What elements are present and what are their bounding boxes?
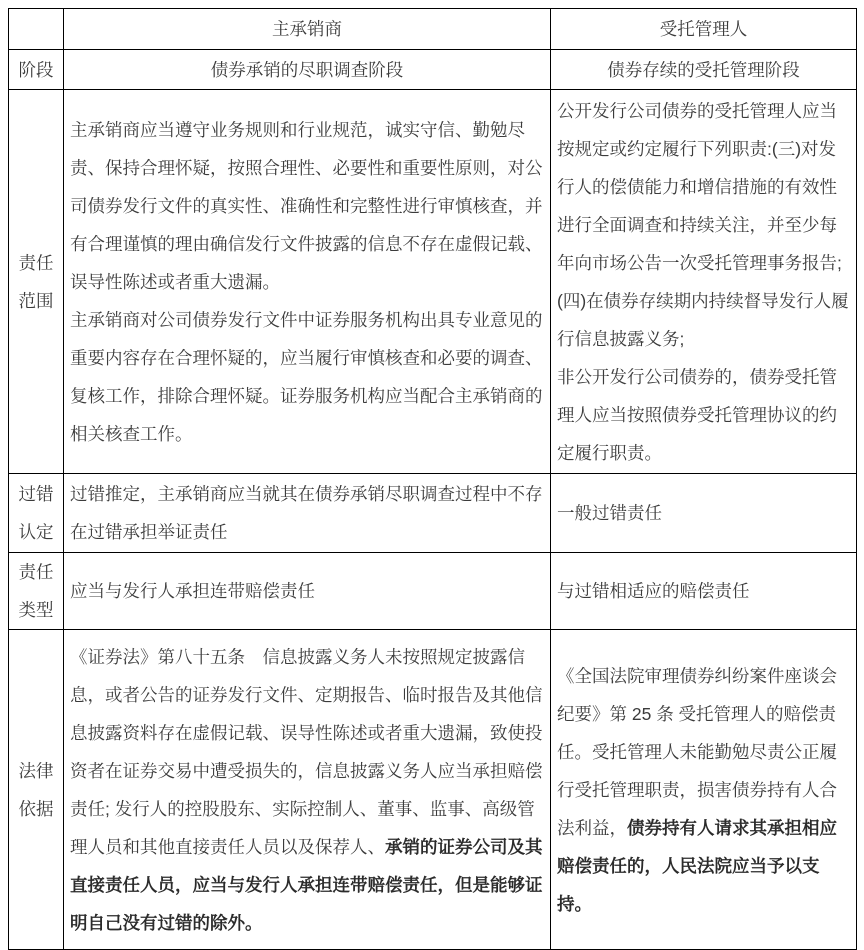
row-liability-type (9, 553, 857, 630)
row-label-liability-type: 责任 类型 (9, 553, 64, 630)
header-underwriter-cell: 主承销商 (64, 9, 551, 50)
header-corner-cell (9, 9, 64, 50)
row-fault-determination (9, 474, 857, 553)
row-label-fault-determination: 过错 认定 (9, 474, 64, 553)
row-stage (9, 50, 857, 90)
row-label-responsibility-scope: 责任 范围 (9, 90, 64, 474)
scope-underwriter-cell: 主承销商应当遵守业务规则和行业规范，诚实守信、勤勉尽责、保持合理怀疑，按照合理性、必要性和重要性原则，对公司债券发行文件的真实性、准确性和完整性进行审慎核查，并有合理谨慎的理由确信发行文件披露的信息不存在虚假记载、误导性陈述或者重大遗漏。 主承销商对公司债券发行文件中证券服务机构出具专业意见的重要内容存在合理怀疑的，应当履行审慎核查和必要的调查、复核工作，排除合理怀疑。证券服务机构应当配合主承销商的相关核查工作。 (64, 90, 551, 474)
fault-trustee-cell: 一般过错责任 (551, 474, 857, 553)
header-trustee-cell: 受托管理人 (551, 9, 857, 50)
stage-trustee-cell: 债券存续的受托管理阶段 (551, 50, 857, 90)
table-header-row (9, 9, 857, 50)
row-responsibility-scope (9, 90, 857, 474)
type-trustee-cell: 与过错相适应的赔偿责任 (551, 553, 857, 630)
row-label-legal-basis: 法律 依据 (9, 630, 64, 950)
scope-trustee-cell: 公开发行公司债券的受托管理人应当按规定或约定履行下列职责:(三)对发行人的偿债能力和增信措施的有效性进行全面调查和持续关注，并至少每年向市场公告一次受托管理事务报告; (四)在债券存续期内持续督导发行人履行信息披露义务; 非公开发行公司债券的，债券受托管理人应当按照债券受托管理协议的约定履行职责。 (551, 90, 857, 474)
legal-trustee-cell: 《全国法院审理债券纠纷案件座谈会纪要》第 25 条 受托管理人的赔偿责任。受托管理人未能勤勉尽责公正履行受托管理职责，损害债券持有人合法利益，债券持有人请求其承担相应赔偿责任的，人民法院应当予以支持。 (551, 630, 857, 950)
comparison-table (8, 8, 857, 950)
type-underwriter-cell: 应当与发行人承担连带赔偿责任 (64, 553, 551, 630)
row-label-stage: 阶段 (9, 50, 64, 90)
legal-underwriter-cell: 《证券法》第八十五条 信息披露义务人未按照规定披露信息，或者公告的证券发行文件、定期报告、临时报告及其他信息披露资料存在虚假记载、误导性陈述或者重大遗漏，致使投资者在证券交易中遭受损失的，信息披露义务人应当承担赔偿责任; 发行人的控股股东、实际控制人、董事、监事、高级管理人员和其他直接责任人员以及保荐人、承销的证券公司及其直接责任人员，应当与发行人承担连带赔偿责任，但是能够证明自己没有过错的除外。 (64, 630, 551, 950)
row-legal-basis (9, 630, 857, 950)
fault-underwriter-cell: 过错推定，主承销商应当就其在债券承销尽职调查过程中不存在过错承担举证责任 (64, 474, 551, 553)
stage-underwriter-cell: 债券承销的尽职调查阶段 (64, 50, 551, 90)
